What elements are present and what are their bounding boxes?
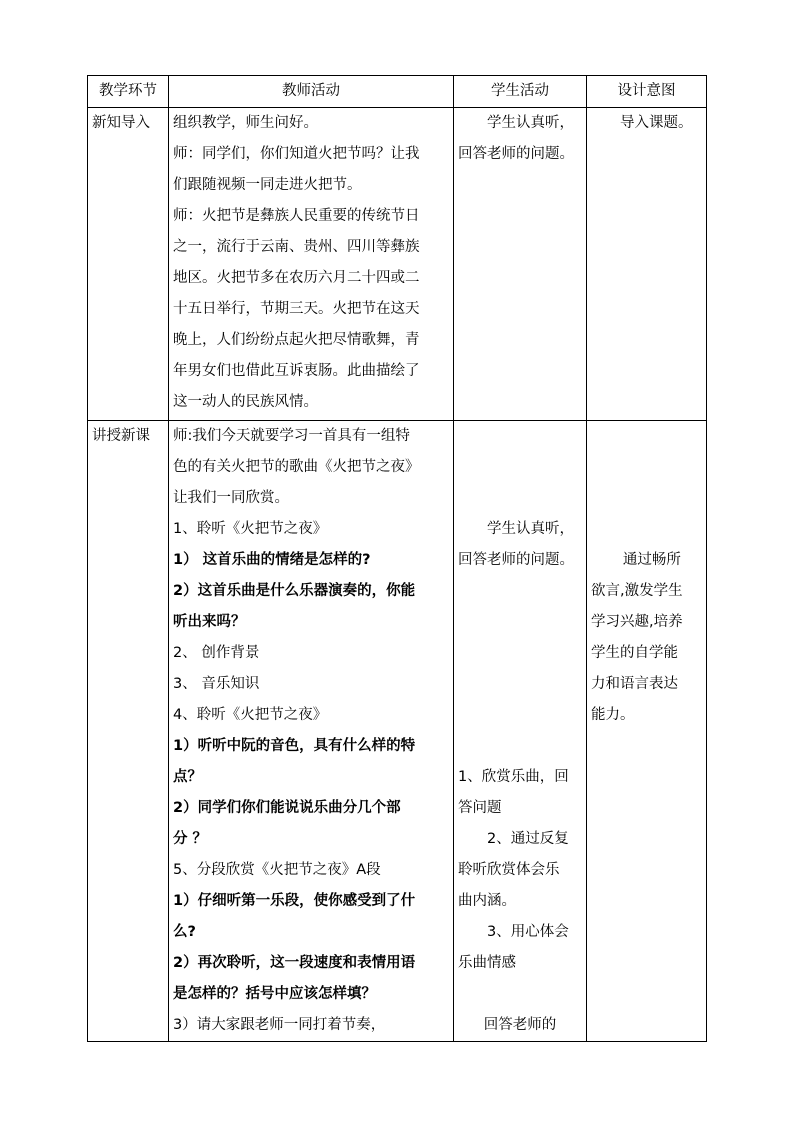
teacher-line: 地区。火把节多在农历六月二十四或二 — [173, 270, 420, 286]
teacher-line: 组织教学，师生问好。 — [173, 115, 318, 131]
intent-line: 学生的自学能 — [591, 645, 678, 661]
student-line: 曲内涵。 — [458, 893, 516, 909]
intent-line: 欲言,激发学生 — [591, 583, 683, 599]
design-intent-intro — [587, 108, 707, 421]
header-design-intent: 设计意图 — [587, 76, 707, 108]
stage-label: 新知导入 — [92, 115, 150, 131]
teacher-line: 十五日举行，节期三天。火把节在这天 — [173, 301, 420, 317]
teacher-question: 分 ？ — [173, 831, 208, 847]
teacher-line: 之一，流行于云南、贵州、四川等彝族 — [173, 239, 420, 255]
header-teacher-activity: 教师活动 — [169, 76, 454, 108]
table-row-intro — [88, 108, 707, 421]
design-intent-new-lesson — [587, 421, 707, 1042]
stage-cell-new-lesson — [88, 421, 169, 1042]
student-line: 1、欣赏乐曲，回 — [458, 769, 569, 785]
student-line: 学生认真听， — [487, 521, 574, 537]
teacher-line: 师：火把节是彝族人民重要的传统节日 — [173, 208, 420, 224]
teacher-line: 1、聆听《火把节之夜》 — [173, 521, 328, 537]
intent-line: 力和语言表达 — [591, 676, 678, 692]
teacher-question: 么? — [173, 924, 196, 940]
student-line: 答问题 — [458, 800, 502, 816]
teacher-line: 晚上，人们纷纷点起火把尽情歌舞，青 — [173, 332, 420, 348]
teacher-question: 1） 这首乐曲的情绪是怎样的? — [173, 552, 371, 568]
intent-line: 通过畅所 — [622, 552, 681, 568]
teacher-question: 1）听听中阮的音色，具有什么样的特 — [173, 738, 416, 754]
stage-cell-intro — [88, 108, 169, 421]
header-stage: 教学环节 — [88, 76, 169, 108]
student-line: 回答老师的问题。 — [458, 146, 574, 162]
intent-line: 学习兴趣,培养 — [591, 614, 683, 630]
teacher-line: 师：同学们，你们知道火把节吗？让我 — [173, 146, 420, 162]
teacher-question: 听出来吗？ — [173, 614, 246, 630]
stage-label: 讲授新课 — [92, 428, 150, 444]
student-line: 学生认真听， — [487, 115, 574, 131]
table-header-row — [88, 76, 707, 108]
student-line: 2、通过反复 — [487, 831, 569, 847]
lesson-plan-table — [87, 75, 707, 1042]
table-row-new-lesson — [88, 421, 707, 1042]
teacher-question: 2）再次聆听，这一段速度和表情用语 — [173, 955, 416, 971]
teacher-line: 5、分段欣赏《火把节之夜》A段 — [173, 862, 381, 878]
student-activity-intro — [454, 108, 587, 421]
teacher-line: 3）请大家跟老师一同打着节奏， — [173, 1017, 386, 1033]
teacher-line: 色的有关火把节的歌曲《火把节之夜》 — [173, 459, 420, 475]
teacher-question: 点？ — [173, 769, 202, 785]
teacher-line: 4、聆听《火把节之夜》 — [173, 707, 328, 723]
teacher-activity-new-lesson — [169, 421, 454, 1042]
teacher-line: 让我们一同欣赏。 — [173, 490, 289, 506]
teacher-activity-intro — [169, 108, 454, 421]
student-activity-new-lesson — [454, 421, 587, 1042]
student-line: 乐曲情感 — [458, 955, 516, 971]
teacher-line: 师:我们今天就要学习一首具有一组特 — [173, 428, 410, 444]
teacher-question: 是怎样的？括号中应该怎样填？ — [173, 986, 376, 1002]
student-line: 聆听欣赏体会乐 — [458, 862, 560, 878]
teacher-question: 2）这首乐曲是什么乐器演奏的，你能 — [173, 583, 416, 599]
teacher-line: 们跟随视频一同走进火把节。 — [173, 177, 362, 193]
header-student-activity: 学生活动 — [454, 76, 587, 108]
student-line: 3、用心体会 — [487, 924, 569, 940]
teacher-question: 2）同学们你们能说说乐曲分几个部 — [173, 800, 401, 816]
student-line: 回答老师的问题。 — [458, 552, 574, 568]
intent-line: 能力。 — [591, 707, 635, 723]
teacher-line: 年男女们也借此互诉衷肠。此曲描绘了 — [173, 363, 420, 379]
intent-text: 导入课题。 — [620, 115, 693, 131]
teacher-line: 3、 音乐知识 — [173, 676, 260, 692]
teacher-line: 这一动人的民族风情。 — [173, 394, 318, 410]
student-line: 回答老师的 — [483, 1017, 557, 1033]
teacher-question: 1）仔细听第一乐段，使你感受到了什 — [173, 893, 416, 909]
teacher-line: 2、 创作背景 — [173, 645, 260, 661]
